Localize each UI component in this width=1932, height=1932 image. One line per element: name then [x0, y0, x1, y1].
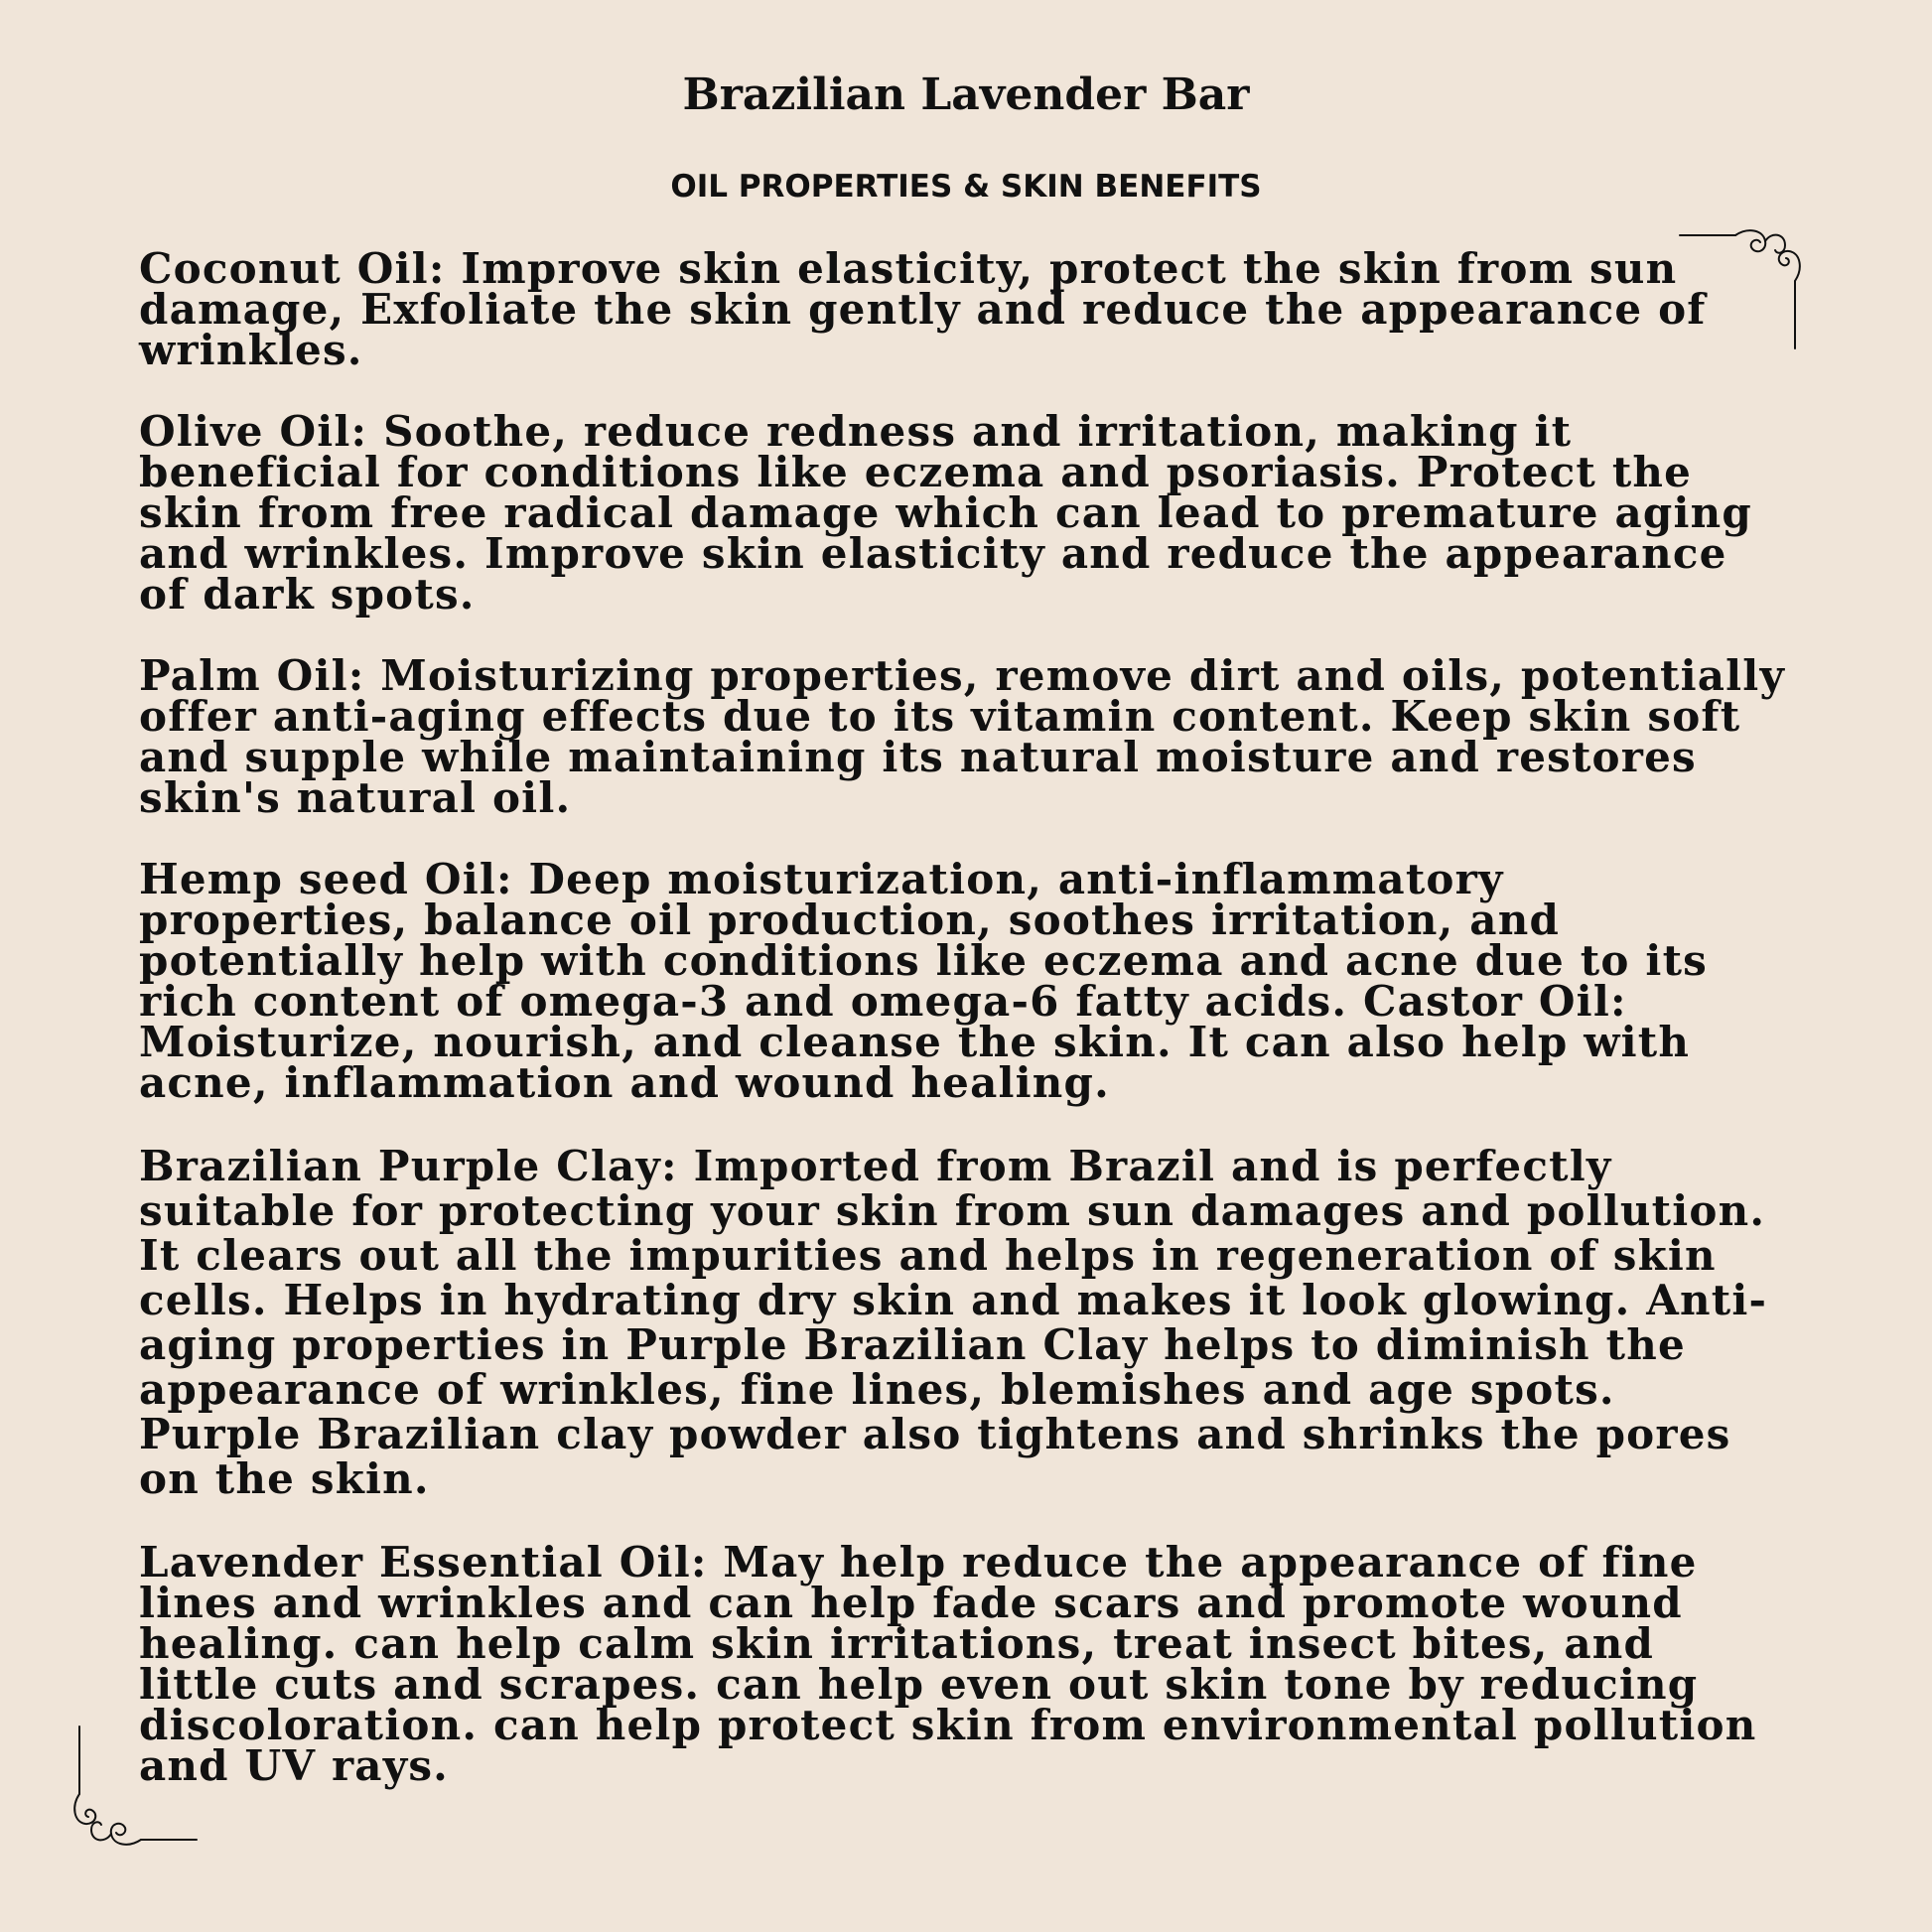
hemp-seed-oil-paragraph: Hemp seed Oil: Deep moisturization, anti-inflammatory properties, balance oil production, soothes irritation, and potentially help with conditions like eczema and acne due to its rich content of omega-3 and omega-6 fatty acids. Castor Oil: Moisturize, nourish, and cleanse the skin. It can also help with acne, inflammation and wound healing.	[139, 855, 1709, 1107]
lavender-essential-oil-paragraph: Lavender Essential Oil: May help reduce the appearance of fine lines and wrinkles and can help fade scars and promote wound healing. can help calm skin irritations, treat insect bites, and little cuts and scrapes. can help even out skin tone by reducing discoloration. can help protect skin from environmental pollution and UV rays.	[139, 1538, 1757, 1790]
coconut-oil-paragraph: Coconut Oil: Improve skin elasticity, protect the skin from sun damage, Exfoliate the skin gently and reduce the appearance of wrinkles.	[139, 244, 1707, 374]
page-title: Brazilian Lavender Bar	[682, 69, 1250, 120]
palm-oil-paragraph: Palm Oil: Moisturizing properties, remove dirt and oils, potentially offer anti-aging effects due to its vitamin content. Keep skin soft and supple while maintaining its natural moisture and restores skin's natural oil.	[139, 651, 1786, 822]
brazilian-purple-clay-paragraph: Brazilian Purple Clay: Imported from Brazil and is perfectly suitable for protecting your skin from sun damages and pollution. It clears out all the impurities and helps in regeneration of skin cells. Helps in hydrating dry skin and makes it look glowing. Anti-aging properties in Purple Brazilian Clay helps to diminish the appearance of wrinkles, fine lines, blemishes and age spots. Purple Brazilian clay powder also tightens and shrinks the pores on the skin.	[139, 1142, 1768, 1503]
olive-oil-paragraph: Olive Oil: Soothe, reduce redness and irritation, making it beneficial for conditions like eczema and psoriasis. Protect the skin from free radical damage which can lead to premature aging and wrinkles. Improve skin elasticity and reduce the appearance of dark spots.	[139, 407, 1752, 619]
corner-flourish-bottom-left-icon	[69, 1723, 208, 1852]
page-subtitle: OIL PROPERTIES & SKIN BENEFITS	[670, 169, 1262, 205]
benefits-content	[139, 244, 1787, 1827]
